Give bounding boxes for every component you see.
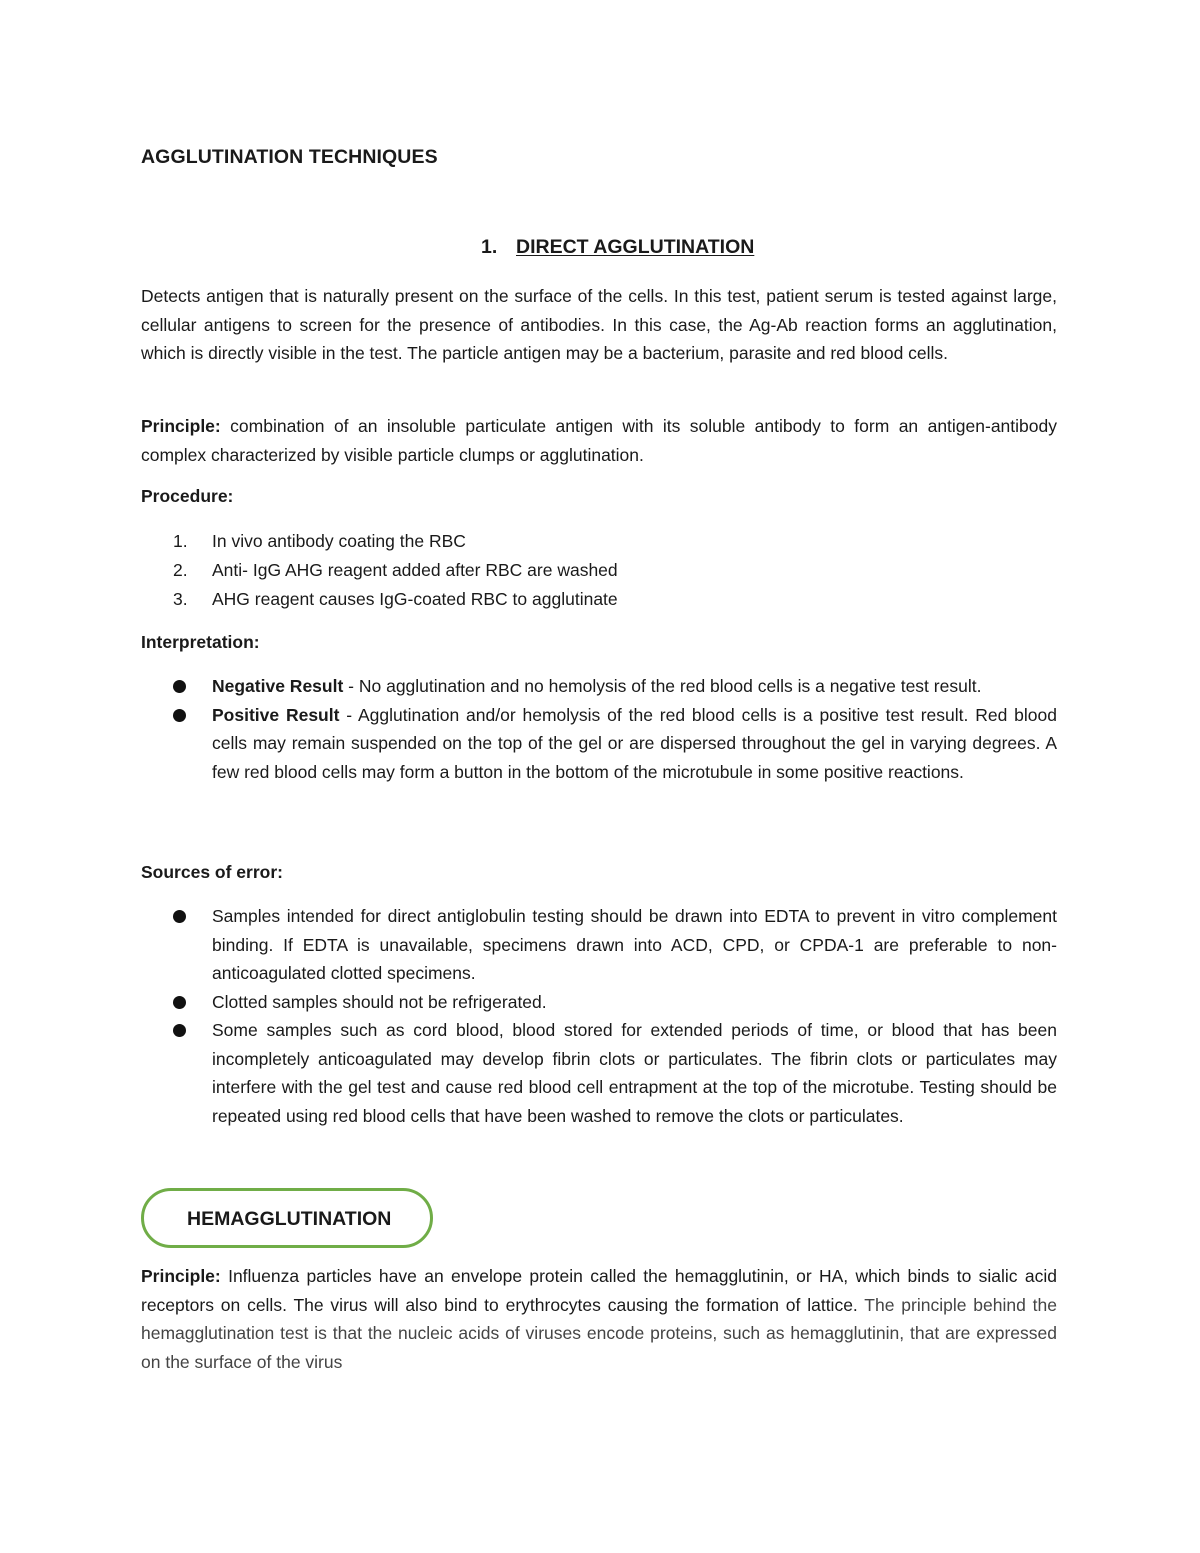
- section-heading-direct-agglutination: [481, 236, 754, 259]
- step-number: 3.: [173, 589, 188, 609]
- interpretation-heading: Interpretation:: [141, 632, 260, 652]
- error-text: Clotted samples should not be refrigerated.: [212, 991, 547, 1012]
- list-item: [141, 701, 1057, 787]
- document-title: AGGLUTINATION TECHNIQUES: [141, 146, 438, 168]
- negative-result-label: Negative Result: [212, 676, 344, 696]
- bullet-icon: [173, 996, 186, 1009]
- error-text: Samples intended for direct antiglobulin testing should be drawn into EDTA to prevent in vitro complement binding. If EDTA is unavailable, specimens drawn into ACD, CPD, or CPDA-1 are preferable to non-anticoagulated clotted specimens.: [212, 906, 1057, 983]
- interpretation-list: [141, 672, 1057, 786]
- list-item: [141, 1016, 1057, 1130]
- step-text: In vivo antibody coating the RBC: [212, 531, 466, 551]
- principle-text: Influenza particles have an envelope protein called the hemagglutinin, or HA, which binds to sialic acid receptors on cells. The virus will also bind to erythrocytes causing the formation of lattice.: [141, 1266, 1057, 1315]
- hemagglutination-heading-box: [141, 1188, 433, 1248]
- error-text: Some samples such as cord blood, blood stored for extended periods of time, or blood that has been incompletely anticoagulated may develop fibrin clots or particulates. The fibrin clots or particulates may interfere with the gel test and cause red blood cell entrapment at the top of the microtube. Testing should be repeated using red blood cells that have been washed to remove the clots or particulates.: [212, 1020, 1057, 1126]
- procedure-list: [141, 527, 618, 614]
- errors-heading: Sources of error:: [141, 862, 283, 882]
- positive-result-text: - Agglutination and/or hemolysis of the red blood cells is a positive test result. Red blood cells may remain suspended on the top of the gel or are dispersed throughout the gel in varying degrees. A few red blood cells may form a button in the bottom of the microtubule in some positive reactions.: [212, 704, 1057, 782]
- bullet-icon: [173, 709, 186, 722]
- step-number: 2.: [173, 560, 188, 580]
- bullet-icon: [173, 910, 186, 923]
- hemagglutination-principle-paragraph: [141, 1262, 1057, 1376]
- list-item: [141, 585, 618, 614]
- list-item: [141, 672, 1057, 701]
- intro-paragraph: Detects antigen that is naturally present on the surface of the cells. In this test, patient serum is tested against large, cellular antigens to screen for the presence of antibodies. In this case, the Ag-Ab reaction forms an agglutination, which is directly visible in the test. The particle antigen may be a bacterium, parasite and red blood cells.: [141, 286, 1057, 363]
- principle-paragraph: [141, 412, 1057, 469]
- list-item: [141, 902, 1057, 988]
- list-item: [141, 988, 1057, 1017]
- errors-list: [141, 902, 1057, 1130]
- bullet-icon: [173, 1024, 186, 1037]
- hemagglutination-heading: HEMAGGLUTINATION: [187, 1208, 392, 1230]
- principle-label: Principle:: [141, 1266, 221, 1286]
- principle-more-text: The principle behind the hemagglutination test is that the nucleic acids of viruses encode proteins, such as hemagglutinin, that are expressed on the surface of the virus: [141, 1294, 1057, 1372]
- procedure-heading: Procedure:: [141, 486, 234, 506]
- negative-result-text: - No agglutination and no hemolysis of the red blood cells is a negative test result.: [343, 676, 982, 696]
- positive-result-label: Positive Result: [212, 704, 340, 725]
- list-item: [141, 527, 618, 556]
- principle-label: Principle:: [141, 416, 221, 436]
- section-heading-text: DIRECT AGGLUTINATION: [516, 236, 755, 258]
- section-number: 1.: [481, 236, 498, 258]
- principle-text: combination of an insoluble particulate antigen with its soluble antibody to form an antigen-antibody complex characterized by visible particle clumps or agglutination.: [141, 416, 1057, 465]
- list-item: [141, 556, 618, 585]
- step-number: 1.: [173, 531, 188, 551]
- step-text: AHG reagent causes IgG-coated RBC to agglutinate: [212, 589, 618, 609]
- bullet-icon: [173, 680, 186, 693]
- step-text: Anti- IgG AHG reagent added after RBC are washed: [212, 560, 618, 580]
